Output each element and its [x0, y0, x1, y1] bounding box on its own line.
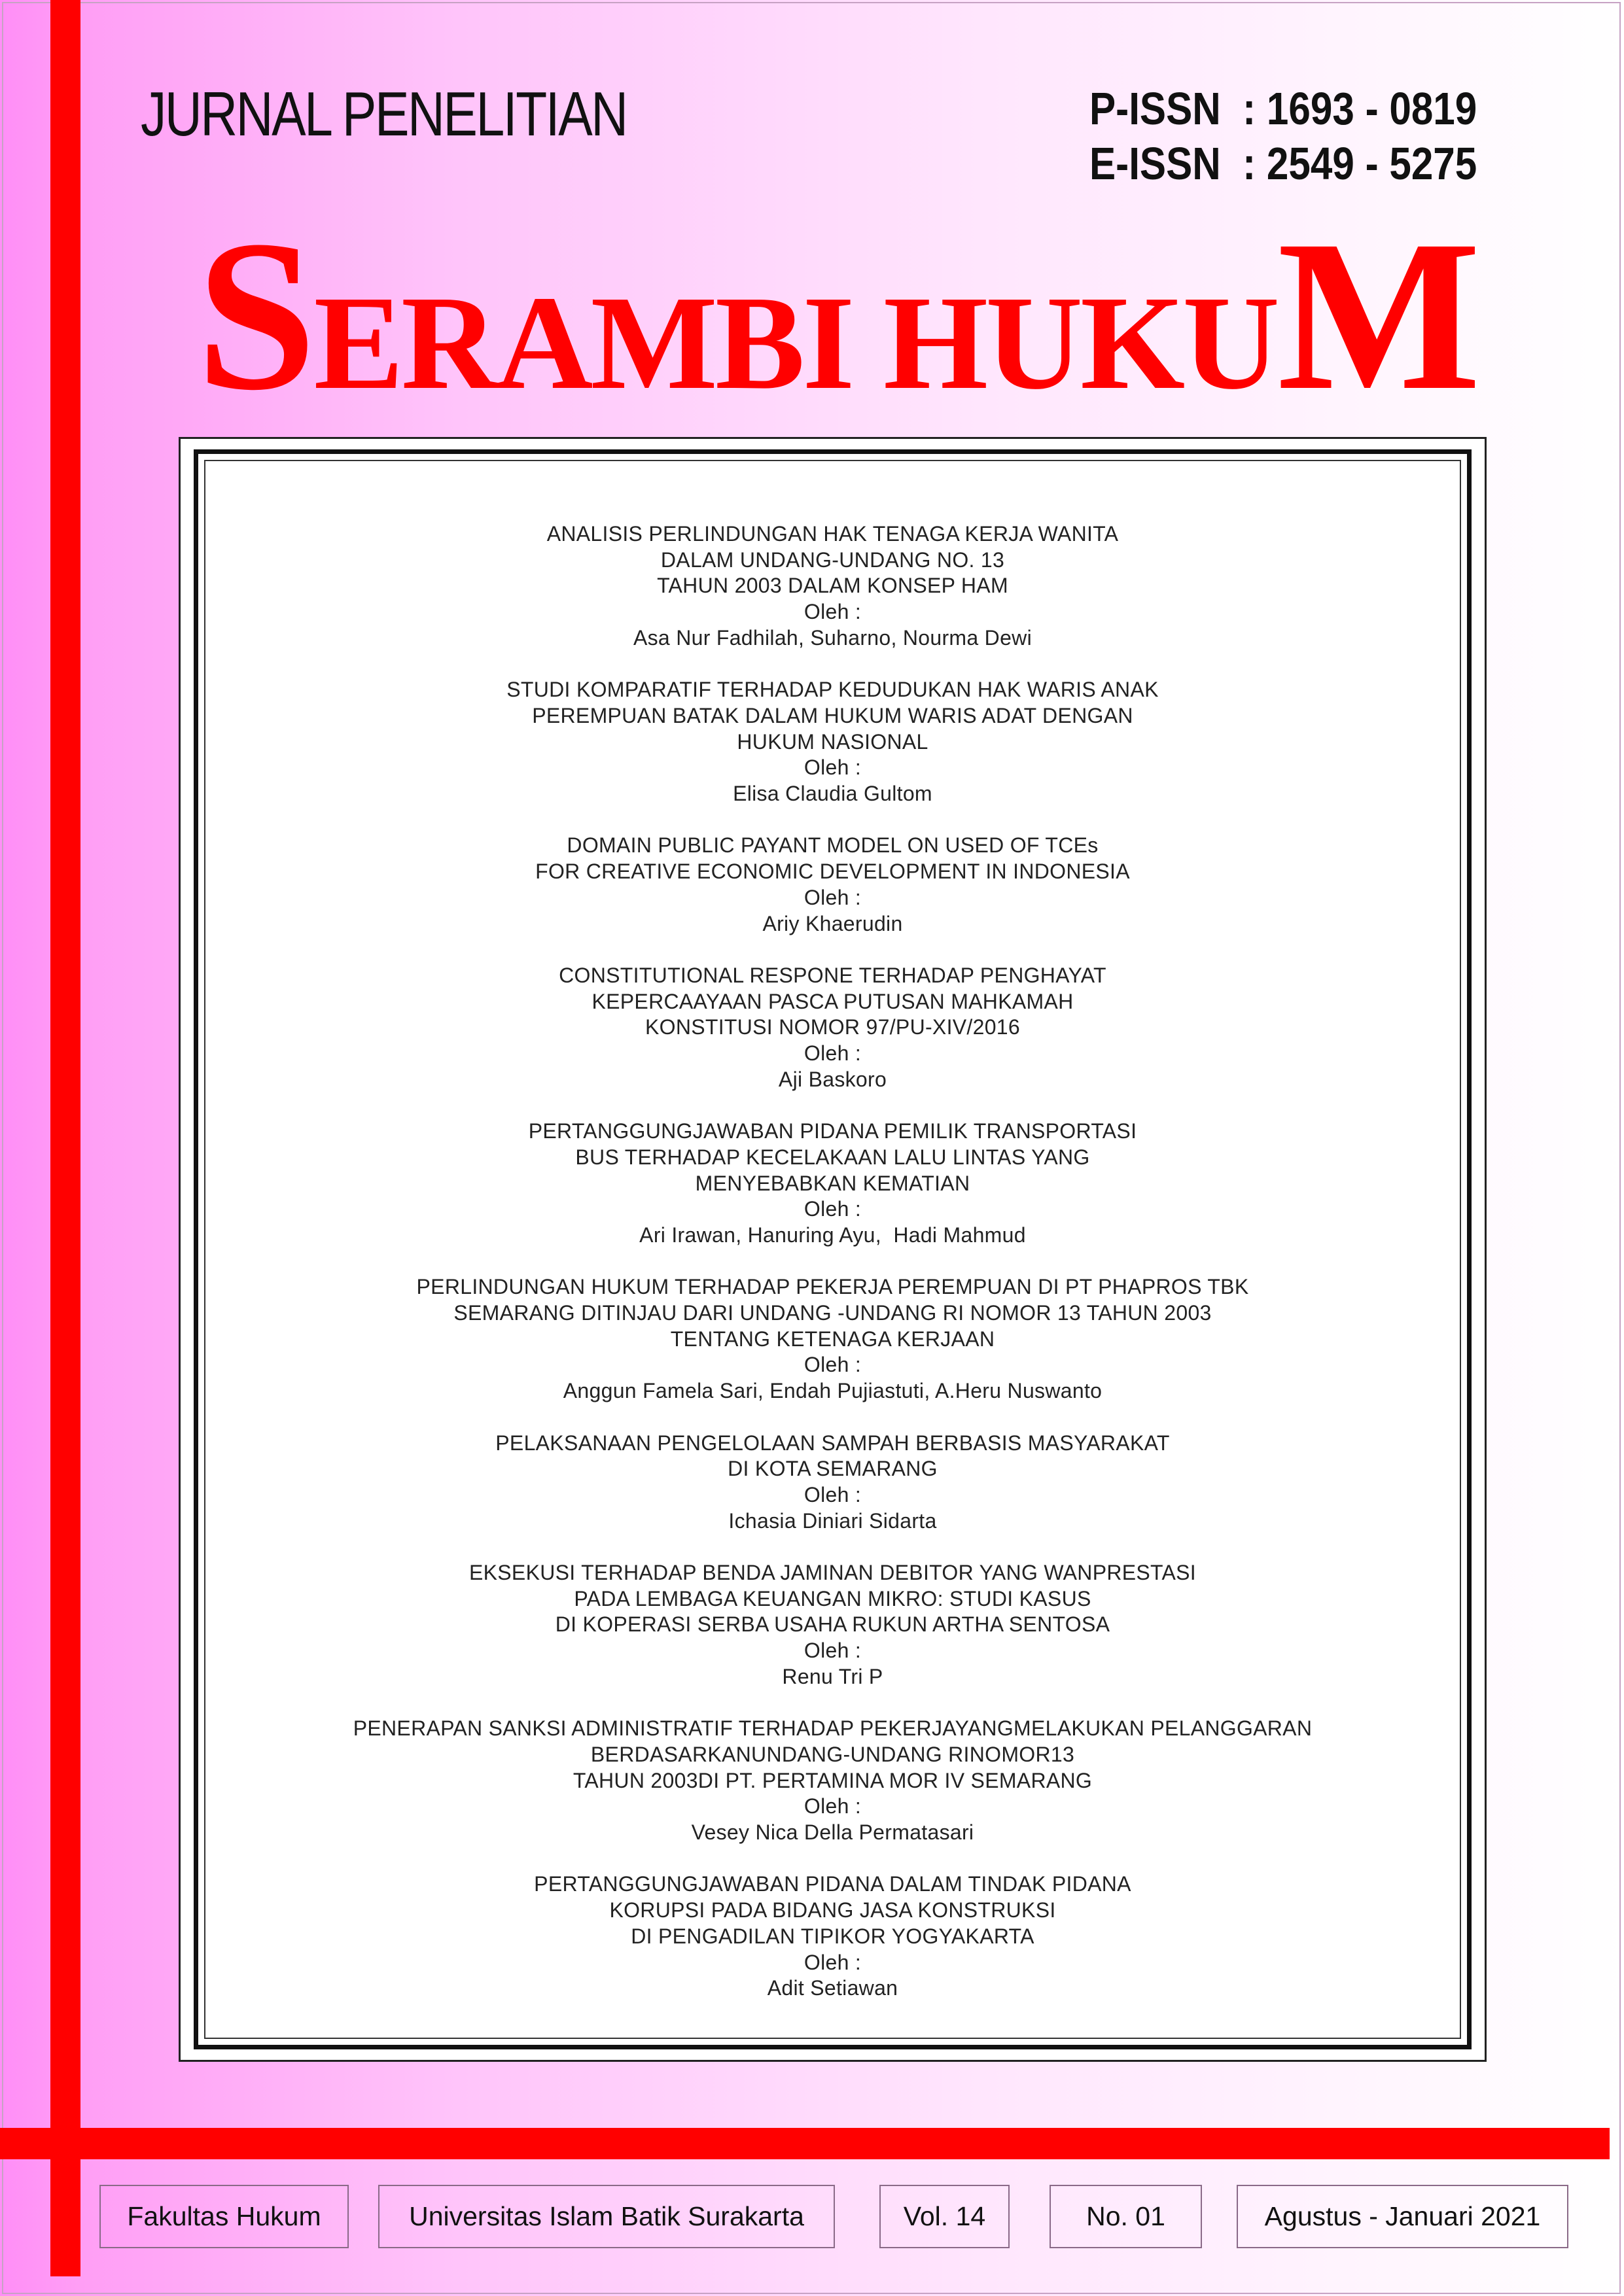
toc-authors: Anggun Famela Sari, Endah Pujiastuti, A.Heru Nuswanto [563, 1379, 1103, 1403]
toc-title-line: DI KOTA SEMARANG [728, 1457, 938, 1481]
toc-authors: Elisa Claudia Gultom [733, 782, 932, 806]
footer-faculty [99, 2185, 349, 2248]
contents-box-inner-border [204, 460, 1461, 2039]
toc-authors: Adit Setiawan [767, 1976, 898, 2000]
footer-faculty-text: Fakultas Hukum [127, 2201, 321, 2231]
toc-entry [205, 963, 1460, 1093]
toc-title-line: DALAM UNDANG-UNDANG NO. 13 [660, 548, 1005, 572]
table-of-contents [205, 521, 1460, 2028]
toc-title-line: DI PENGADILAN TIPIKOR YOGYAKARTA [631, 1924, 1034, 1948]
footer-university-text: Universitas Islam Batik Surakarta [409, 2201, 804, 2231]
toc-authors: Aji Baskoro [778, 1067, 887, 1091]
vertical-red-stripe [50, 0, 80, 2276]
toc-title-line: PEREMPUAN BATAK DALAM HUKUM WARIS ADAT DENGAN [532, 703, 1133, 727]
footer-volume-text: Vol. 14 [903, 2201, 986, 2231]
toc-title-line: KONSTITUSI NOMOR 97/PU-XIV/2016 [644, 1015, 1020, 1039]
toc-by-label: Oleh : [803, 756, 862, 780]
toc-title-line: PERTANGGUNGJAWABAN PIDANA DALAM TINDAK PIDANA [534, 1872, 1131, 1896]
toc-entry [205, 1560, 1460, 1690]
toc-by-label: Oleh : [803, 1197, 862, 1221]
toc-title-line: SEMARANG DITINJAU DARI UNDANG -UNDANG RI NOMOR 13 TAHUN 2003 [453, 1301, 1212, 1325]
toc-entry [205, 1274, 1460, 1404]
toc-by-label: Oleh : [803, 1794, 862, 1818]
toc-authors: Renu Tri P [782, 1664, 883, 1688]
toc-authors: Ari Irawan, Hanuring Ayu, Hadi Mahmud [639, 1223, 1026, 1247]
p-issn: P-ISSN : 1693 - 0819 [1089, 83, 1477, 134]
footer-number-text: No. 01 [1086, 2201, 1165, 2231]
toc-entry [205, 1716, 1460, 1846]
toc-title-line: KEPERCAAYAAN PASCA PUTUSAN MAHKAMAH [591, 989, 1074, 1013]
contents-box-thick-border [194, 449, 1472, 2049]
journal-title-middle: ERAMBI HUKU [313, 268, 1277, 417]
toc-entry [205, 833, 1460, 937]
toc-title-line: BUS TERHADAP KECELAKAAN LALU LINTAS YANG [575, 1145, 1090, 1169]
toc-entry [205, 1871, 1460, 2002]
toc-title-line: STUDI KOMPARATIF TERHADAP KEDUDUKAN HAK WARIS ANAK [506, 678, 1159, 702]
toc-title-line: KORUPSI PADA BIDANG JASA KONSTRUKSI [609, 1898, 1056, 1922]
toc-by-label: Oleh : [803, 1482, 862, 1506]
toc-title-line: EKSEKUSI TERHADAP BENDA JAMINAN DEBITOR YANG WANPRESTASI [469, 1561, 1196, 1585]
footer-volume [879, 2185, 1010, 2248]
toc-by-label: Oleh : [803, 600, 862, 624]
footer-university [378, 2185, 835, 2248]
toc-title-line: PERLINDUNGAN HUKUM TERHADAP PEKERJA PEREMPUAN DI PT PHAPROS TBK [416, 1275, 1249, 1299]
toc-title-line: DI KOPERASI SERBA USAHA RUKUN ARTHA SENTOSA [555, 1612, 1110, 1637]
toc-title-line: MENYEBABKAN KEMATIAN [695, 1171, 970, 1195]
toc-by-label: Oleh : [803, 1353, 862, 1377]
horizontal-red-stripe [0, 2128, 1610, 2159]
toc-title-line: ANALISIS PERLINDUNGAN HAK TENAGA KERJA WANITA [546, 522, 1119, 546]
issn-block [1089, 81, 1477, 191]
toc-authors: Ariy Khaerudin [762, 911, 903, 935]
e-issn: E-ISSN : 2549 - 5275 [1089, 138, 1477, 189]
toc-title-line: HUKUM NASIONAL [737, 729, 928, 754]
journal-label: JURNAL PENELITIAN [141, 79, 627, 149]
footer-period-text: Agustus - Januari 2021 [1264, 2201, 1541, 2231]
journal-title-initial: S [196, 196, 314, 435]
toc-title-line: CONSTITUTIONAL RESPONE TERHADAP PENGHAYAT [559, 963, 1106, 987]
toc-title-line: PENERAPAN SANKSI ADMINISTRATIF TERHADAP PEKERJAYANGMELAKUKAN PELANGGARAN [353, 1716, 1313, 1741]
toc-title-line: TAHUN 2003DI PT. PERTAMINA MOR IV SEMARANG [573, 1768, 1093, 1792]
contents-box [179, 437, 1487, 2062]
toc-title-line: PADA LEMBAGA KEUANGAN MIKRO: STUDI KASUS [574, 1586, 1091, 1610]
journal-title [196, 196, 1479, 435]
toc-entry [205, 521, 1460, 652]
toc-entry [205, 677, 1460, 807]
toc-by-label: Oleh : [803, 1950, 862, 1974]
toc-title-line: DOMAIN PUBLIC PAYANT MODEL ON USED OF TCEs [567, 833, 1099, 858]
toc-authors: Vesey Nica Della Permatasari [691, 1820, 974, 1845]
toc-by-label: Oleh : [803, 885, 862, 909]
toc-by-label: Oleh : [803, 1041, 862, 1066]
toc-title-line: TENTANG KETENAGA KERJAAN [670, 1327, 995, 1351]
toc-entry [205, 1431, 1460, 1535]
toc-entry [205, 1119, 1460, 1249]
toc-title-line: TAHUN 2003 DALAM KONSEP HAM [657, 574, 1008, 598]
toc-by-label: Oleh : [803, 1639, 862, 1663]
toc-title-line: BERDASARKANUNDANG-UNDANG RINOMOR13 [590, 1742, 1075, 1766]
journal-title-final: M [1277, 196, 1479, 435]
toc-title-line: FOR CREATIVE ECONOMIC DEVELOPMENT IN INDONESIA [535, 860, 1130, 884]
toc-title-line: PERTANGGUNGJAWABAN PIDANA PEMILIK TRANSPORTASI [528, 1119, 1137, 1143]
footer-number [1050, 2185, 1202, 2248]
footer-period [1237, 2185, 1568, 2248]
toc-authors: Asa Nur Fadhilah, Suharno, Nourma Dewi [633, 625, 1032, 650]
toc-authors: Ichasia Diniari Sidarta [728, 1508, 937, 1533]
toc-title-line: PELAKSANAAN PENGELOLAAN SAMPAH BERBASIS MASYARAKAT [495, 1431, 1170, 1455]
